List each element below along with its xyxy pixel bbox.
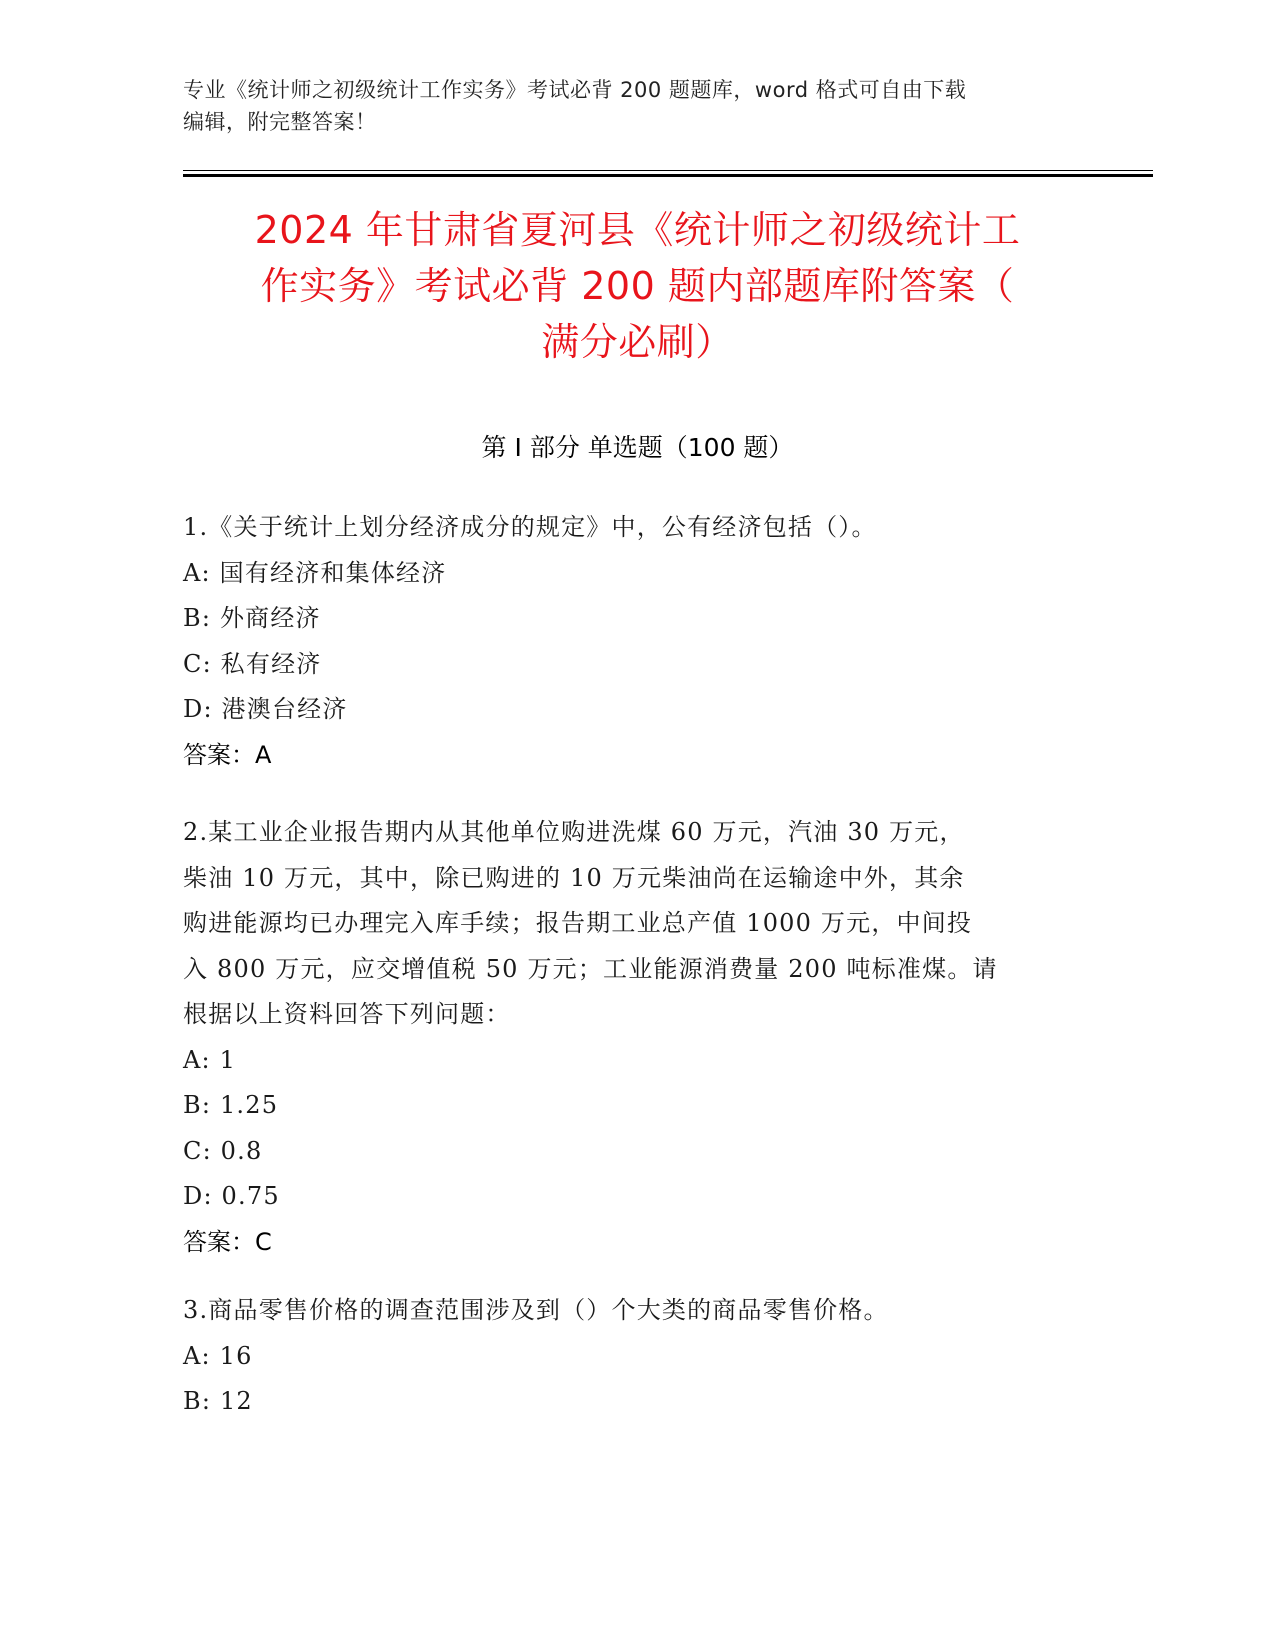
question-stem: 1.《关于统计上划分经济成分的规定》中，公有经济包括（）。 (183, 513, 877, 541)
option-b: B: 1.25 (183, 1091, 279, 1119)
option-a: A: 16 (183, 1341, 253, 1370)
option-d: D: 港澳台经济 (183, 695, 348, 723)
document-title-line-3: 满分必刷） (541, 320, 734, 364)
question-stem-line-4: 入 800 万元，应交增值税 50 万元；工业能源消费量 200 吨标准煤。请 (183, 954, 998, 983)
option-a: A: 国有经济和集体经济 (183, 558, 447, 587)
option-a: A: 1 (183, 1045, 237, 1074)
question-stem-line-5: 根据以上资料回答下列问题： (183, 1000, 511, 1028)
document-title-line-2: 作实务》考试必背 200 题内部题库附答案（ (260, 264, 1015, 308)
option-b: B: 外商经济 (183, 604, 321, 632)
header-note-line-1: 专业《统计师之初级统计工作实务》考试必背 200 题题库，word 格式可自由下载 (183, 78, 967, 102)
document-title-line-1: 2024 年甘肃省夏河县《统计师之初级统计工 (254, 208, 1021, 252)
question-stem-line-3: 购进能源均已办理完入库手续；报告期工业总产值 1000 万元，中间投 (183, 909, 973, 937)
header-rule-thin (183, 170, 1153, 171)
question-stem-line-1: 2.某工业企业报告期内从其他单位购进洗煤 60 万元，汽油 30 万元， (183, 818, 965, 846)
option-c: C: 私有经济 (183, 649, 322, 678)
question-stem-line-2: 柴油 10 万元，其中，除已购进的 10 万元柴油尚在运输途中外，其余 (183, 863, 965, 892)
question-3 (183, 1288, 1083, 1425)
answer-line: 答案：A (183, 740, 272, 769)
option-d: D: 0.75 (183, 1182, 280, 1210)
header-rule-thick (183, 174, 1153, 177)
header-note-line-2: 编辑，附完整答案！ (183, 110, 377, 134)
question-stem: 3.商品零售价格的调查范围涉及到（）个大类的商品零售价格。 (183, 1296, 889, 1324)
question-2 (183, 810, 1083, 1265)
answer-line: 答案：C (183, 1227, 272, 1256)
option-c: C: 0.8 (183, 1136, 263, 1165)
option-b: B: 12 (183, 1387, 253, 1415)
header-note (183, 74, 1063, 138)
document-title (150, 202, 1125, 370)
section-title: 第 I 部分 单选题（100 题） (481, 433, 794, 462)
question-1 (183, 505, 1083, 778)
